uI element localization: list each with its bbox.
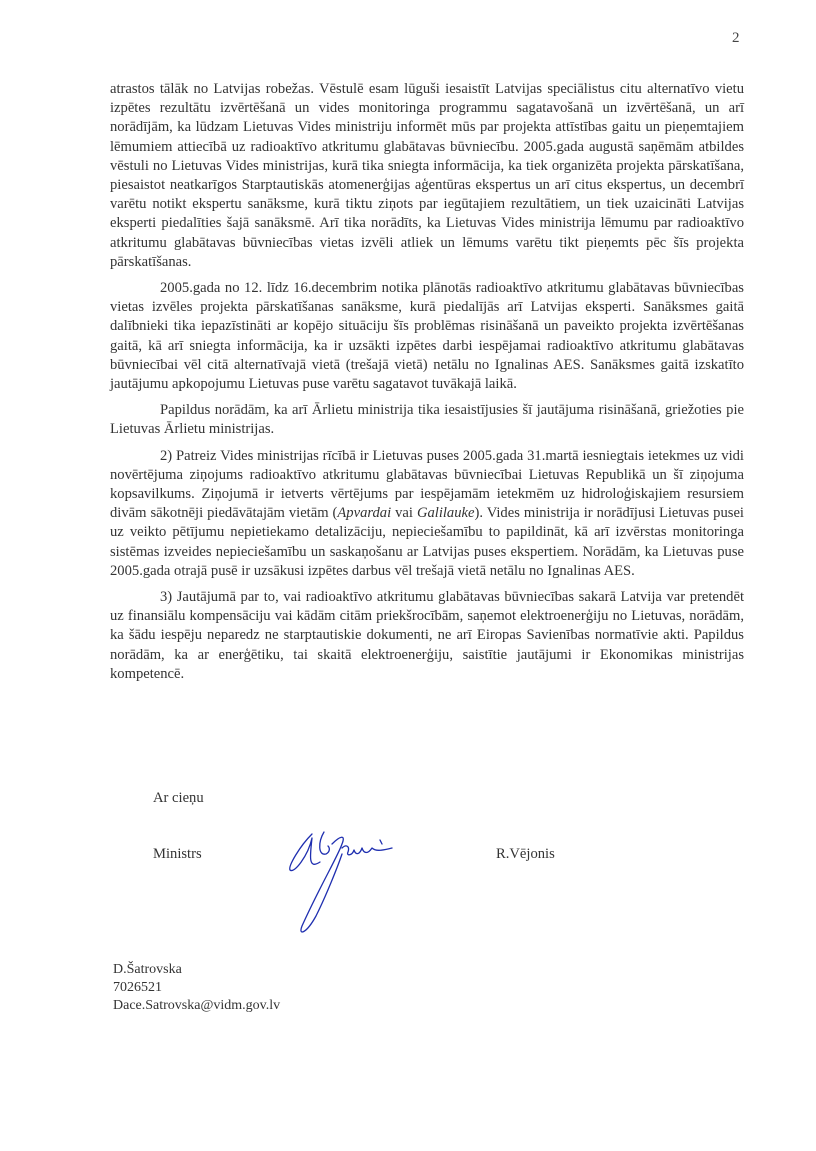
contact-name: D.Šatrovska	[113, 962, 182, 977]
signature-stroke	[320, 832, 330, 854]
signature-stroke	[290, 834, 320, 871]
paragraph-point-3: 3) Jautājumā par to, vai radioaktīvo atkritumu glabātavas būvniecības sakarā Latvija var pretendēt uz finansiālu kompensāciju vai kādām citām priekšrocībām, saņemot elektroenerģiju no Lietuvas, norādām, ka šādu iespēju neparedz ne starptautiskie dokumenti, ne arī Eiropas Savienības normatīvie akti. Papildus norādām, ka ar enerģētiku, tai skaitā elektroenerģiju, saistītie jautājumi ir Ekonomikas ministrijas kompetencē.	[110, 589, 744, 682]
paragraph-meeting: 2005.gada no 12. līdz 16.decembrim notika plānotās radioaktīvo atkritumu glabātavas būvniecības vietas izvēles projekta pārskatīšanas sanāksme, kurā piedalījās arī Latvijas eksperti. Sanāksmes gaitā dalībnieki tika iepazīstināti ar kopējo situāciju šīs problēmas risināšanā un paveikto projekta izvērtēšanas gaitā, kā arī sniegta informācija, ka ir uzsākti izpētes darbi iespējamai radioaktīvo atkritumu glabātavas būvniecībai vēl citā alternatīvajā vietā (trešajā vietā) netālu no Ignalinas AES. Sanāksmes gaitā izskatīto jautājumu apkopojumu Lietuvas puse varētu sagatavot tuvākajā laikā.	[110, 280, 744, 393]
text: ). Vides ministrija ir norādījusi Lietuvas pusei uz veikto pētījumu nepietiekamo detalizāciju, nepieciešamību to papildināt, kā arī izvērstas monitoringa sistēmas izveides nepieciešamību un saskaņošanu ar Latvijas puses ekspertiem. Norādām, ka Lietuvas puse 2005.gada otrajā pusē ir uzsākusi izpētes darbus vēl trešajā vietā netālu no Ignalinas AES.	[110, 505, 744, 579]
signature-stroke	[342, 846, 392, 855]
signature-image	[280, 826, 410, 936]
salutation: Ar cieņu	[153, 790, 204, 806]
text: vai	[391, 505, 417, 522]
paragraph-continuation: atrastos tālāk no Latvijas robežas. Vēstulē esam lūguši iesaistīt Latvijas speciālistus citu alternatīvo vietu izpētes rezultātu izvērtēšanā un vides monitoringa programmu sagatavošanā un izvērtēšanā, un arī norādījām, ka lūdzam Lietuvas Vides ministriju informēt mūs par projekta attīstības gaitu un pieņemtajiem lēmumiem attiecībā uz radioaktīvo atkritumu glabātavas būvniecību. 2005.gada augustā saņēmām atbildes vēstuli no Lietuvas Vides ministrijas, kurā tika sniegta informācija, ka tiek organizēta projekta pārskatīšana, piesaistot neatkarīgos Starptautiskās atomenerģijas aģentūras ekspertus un arī citus ekspertus, un decembrī varētu notikt ekspertu sanāksme, kurā tiktu ziņots par iegūtajiem rezultātiem, un tiek uzaicināti Latvijas eksperti piedalīties šajā sanāksmē. Arī tika norādīts, ka Lietuvas Vides ministrija lēmumu par radioaktīvo atkritumu glabātavas būvniecības vietas izvēli atliek un lēmums varētu tikt pieņemts pēc šīs projekta pārskatīšanas.	[110, 81, 744, 270]
place-name: Galilauke	[416, 505, 475, 522]
paragraph-foreign-ministry: Papildus norādām, ka arī Ārlietu ministrija tika iesaistījusies šī jautājuma risināšanā, griežoties pie Lietuvas Ārlietu ministrijas.	[110, 402, 744, 438]
contact-email[interactable]: Dace.Satrovska@vidm.gov.lv	[113, 998, 281, 1013]
contact-phone: 7026521	[113, 980, 162, 995]
text: 2) Patreiz Vides ministrijas rīcībā ir Lietuvas puses 2005.gada 31.martā iesniegtais ietekmes uz vidi novērtējuma ziņojums radioaktīvo atkritumu glabātavas būvniecībai Lietuvas Republikā un šī ziņojuma kopsavilkums. Ziņojumā ir ietverts vērtējums par iespējamām ietekmēm uz hidroloģiskajiem resursiem divām sākotnēji piedāvātajām vietām (	[110, 447, 744, 522]
signer-name: R.Vējonis	[496, 846, 555, 862]
signature-stroke	[380, 840, 382, 844]
signer-title: Ministrs	[153, 846, 202, 862]
paragraph-point-2	[110, 447, 744, 581]
contact-block	[113, 961, 280, 1015]
place-name: Apvardai	[337, 505, 392, 522]
page-number: 2	[732, 30, 740, 46]
letter-body	[110, 80, 744, 691]
